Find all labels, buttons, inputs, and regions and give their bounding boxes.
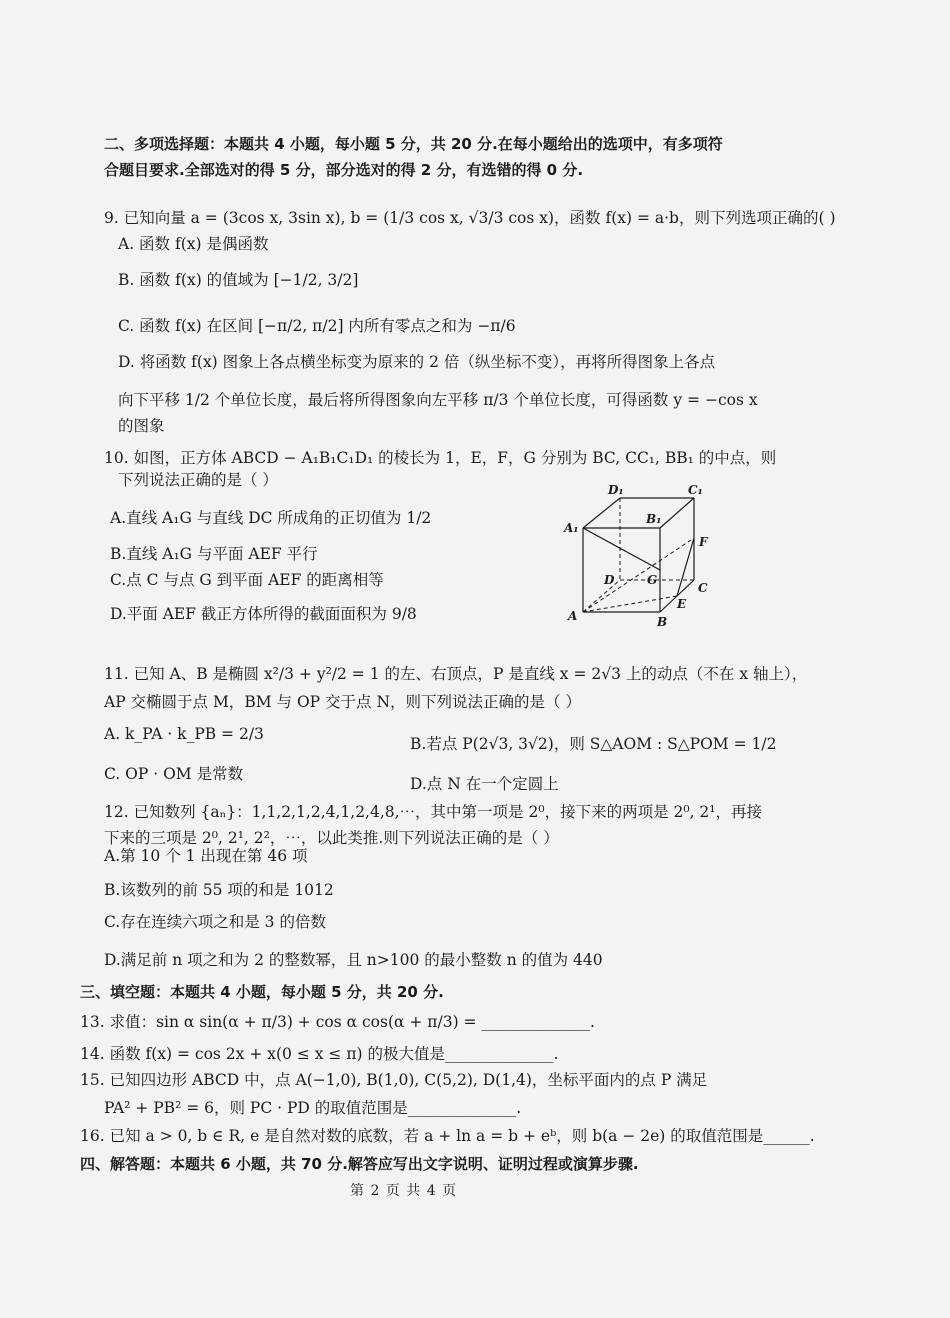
question-9-option-d-line1: D. 将函数 f(x) 图象上各点横坐标变为原来的 2 倍（纵坐标不变），再将所得图象上各点 bbox=[118, 353, 716, 371]
question-14: 14. 函数 f(x) = cos 2x + x(0 ≤ x ≤ π) 的极大值是______________. bbox=[80, 1045, 559, 1063]
question-11-option-c: C. OP · OM 是常数 bbox=[104, 765, 244, 783]
section4-title: 四、解答题：本题共 6 小题，共 70 分.解答应写出文字说明、证明过程或演算步骤. bbox=[80, 1155, 639, 1173]
question-12-option-b: B.该数列的前 55 项的和是 1012 bbox=[104, 881, 334, 899]
label-d1: D₁ bbox=[608, 483, 624, 497]
question-9-option-d-line2: 向下平移 1/2 个单位长度，最后将所得图象向左平移 π/3 个单位长度，可得函数 y = −cos x bbox=[118, 391, 758, 409]
label-a1: A₁ bbox=[564, 521, 579, 535]
label-a: A bbox=[568, 609, 578, 623]
question-11-option-a: A. k_PA · k_PB = 2/3 bbox=[104, 725, 264, 743]
question-10-stem-line1: 10. 如图，正方体 ABCD − A₁B₁C₁D₁ 的棱长为 1，E，F，G 分别为 BC, CC₁, BB₁ 的中点，则 bbox=[104, 449, 777, 467]
question-12-option-a: A.第 10 个 1 出现在第 46 项 bbox=[104, 847, 308, 865]
question-11-stem-line1: 11. 已知 A、B 是椭圆 x²/3 + y²/2 = 1 的左、右顶点，P 是直线 x = 2√3 上的动点（不在 x 轴上）， bbox=[104, 665, 808, 683]
question-10-stem-line2: 下列说法正确的是（ ） bbox=[118, 471, 278, 489]
question-15-line1: 15. 已知四边形 ABCD 中，点 A(−1,0), B(1,0), C(5,2), D(1,4)，坐标平面内的点 P 满足 bbox=[80, 1071, 708, 1089]
question-9-option-c: C. 函数 f(x) 在区间 [−π/2, π/2] 内所有零点之和为 −π/6 bbox=[118, 317, 516, 335]
label-e: E bbox=[677, 597, 687, 611]
question-11-option-d: D.点 N 在一个定圆上 bbox=[410, 775, 559, 793]
question-9-option-d-line3: 的图象 bbox=[118, 417, 165, 435]
section2-instructions-line1: 二、多项选择题：本题共 4 小题，每小题 5 分，共 20 分.在每小题给出的选项中，有多项符 bbox=[104, 135, 723, 153]
question-10-option-a: A.直线 A₁G 与直线 DC 所成角的正切值为 1/2 bbox=[110, 509, 432, 527]
question-12-option-d: D.满足前 n 项之和为 2 的整数幂，且 n>100 的最小整数 n 的值为 440 bbox=[104, 951, 603, 969]
question-12-stem-line2: 下来的三项是 2⁰, 2¹, 2²，⋯，以此类推.则下列说法正确的是（ ） bbox=[104, 829, 559, 847]
question-11-stem-line2: AP 交椭圆于点 M，BM 与 OP 交于点 N，则下列说法正确的是（ ） bbox=[104, 693, 581, 711]
question-16: 16. 已知 a > 0, b ∈ R, e 是自然对数的底数，若 a + ln a = b + eᵇ，则 b(a − 2e) 的取值范围是______. bbox=[80, 1127, 815, 1145]
section2-instructions-line2: 合题目要求.全部选对的得 5 分，部分选对的得 2 分，有选错的得 0 分. bbox=[104, 161, 584, 179]
page-footer: 第 2 页 共 4 页 bbox=[350, 1183, 458, 1199]
question-9-stem: 9. 已知向量 a = (3cos x, 3sin x), b = (1/3 cos x, √3/3 cos x)，函数 f(x) = a·b，则下列选项正确的( ) bbox=[104, 209, 836, 227]
label-f: F bbox=[699, 535, 708, 549]
label-d: D bbox=[604, 573, 615, 587]
cube-figure bbox=[560, 480, 730, 630]
question-13: 13. 求值：sin α sin(α + π/3) + cos α cos(α + π/3) = ______________. bbox=[80, 1013, 595, 1031]
question-12-option-c: C.存在连续六项之和是 3 的倍数 bbox=[104, 913, 326, 931]
question-9-option-b: B. 函数 f(x) 的值域为 [−1/2, 3/2] bbox=[118, 271, 359, 289]
question-12-stem-line1: 12. 已知数列 {aₙ}：1,1,2,1,2,4,1,2,4,8,⋯，其中第一项是 2⁰，接下来的两项是 2⁰, 2¹，再接 bbox=[104, 803, 762, 821]
cube-edges bbox=[583, 498, 694, 612]
label-c: C bbox=[698, 581, 708, 595]
question-10-option-d: D.平面 AEF 截正方体所得的截面面积为 9/8 bbox=[110, 605, 417, 623]
label-b1: B₁ bbox=[646, 512, 662, 526]
label-g: G bbox=[647, 573, 658, 587]
question-10-option-c: C.点 C 与点 G 到平面 AEF 的距离相等 bbox=[110, 571, 384, 589]
label-c1: C₁ bbox=[688, 483, 703, 497]
question-10-option-b: B.直线 A₁G 与平面 AEF 平行 bbox=[110, 545, 318, 563]
question-15-line2: PA² + PB² = 6，则 PC · PD 的取值范围是______________. bbox=[104, 1099, 522, 1117]
label-b: B bbox=[657, 615, 668, 629]
section3-title: 三、填空题：本题共 4 小题，每小题 5 分，共 20 分. bbox=[80, 983, 444, 1001]
question-9-option-a: A. 函数 f(x) 是偶函数 bbox=[118, 235, 269, 253]
question-11-option-b: B.若点 P(2√3, 3√2)，则 S△AOM : S△POM = 1/2 bbox=[410, 735, 777, 753]
